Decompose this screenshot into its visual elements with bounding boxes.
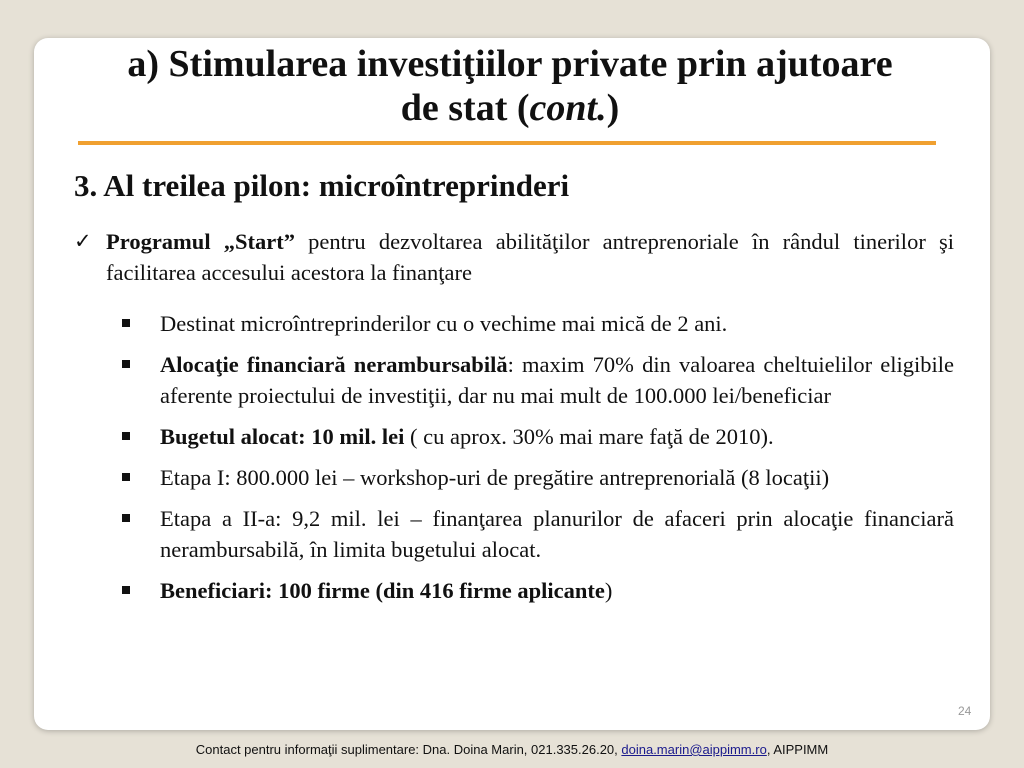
- check-item-rest: pentru dezvoltarea abilităţilor antreprenoriale în rândul tinerilor şi facilitarea accesului acestora la finanţare: [106, 229, 954, 285]
- slide-number: 24: [958, 704, 972, 718]
- check-item-bold: Programul „Start”: [106, 229, 295, 254]
- bullet-text: Etapa I: 800.000 lei – workshop-uri de pregătire antreprenorială (8 locaţii): [160, 465, 830, 490]
- section-heading: 3. Al treilea pilon: microîntreprinderi: [74, 168, 570, 203]
- footer-text-pre: Contact pentru informaţii suplimentare: Dna. Doina Marin, 021.335.26.20,: [195, 742, 622, 757]
- check-item-text: [106, 226, 954, 288]
- title-line-2-italic: cont.: [529, 87, 607, 129]
- bullet-bold: Bugetul alocat: 10 mil. lei: [160, 424, 405, 449]
- bullet-text: Destinat microîntreprinderilor cu o vechime mai mică de 2 ani.: [160, 311, 728, 336]
- square-bullet-icon: [122, 514, 130, 522]
- title-line-2: [60, 86, 960, 130]
- list-item: [120, 503, 954, 565]
- bullet-text: Etapa a II-a: 9,2 mil. lei – finanţarea planurilor de afaceri prin alocaţie financiară nerambursabilă, în limita bugetului alocat.: [160, 506, 954, 562]
- title-line-2-post: ): [606, 87, 620, 129]
- list-item: [120, 462, 954, 493]
- list-item: [120, 349, 954, 411]
- slide-title: [60, 42, 960, 130]
- footer-text-post: , AIPPIMM: [766, 742, 829, 757]
- list-item: [120, 575, 954, 606]
- square-bullet-icon: [122, 432, 130, 440]
- list-item: [120, 421, 954, 452]
- square-bullet-icon: [122, 360, 130, 368]
- title-line-1: a) Stimularea investiţiilor private prin ajutoare: [127, 43, 893, 85]
- bullet-bold: Alocaţie financiară nerambursabilă: [160, 352, 508, 377]
- bullet-text: ( cu aprox. 30% mai mare faţă de 2010).: [404, 424, 774, 449]
- bullet-text: : maxim 70% din valoarea cheltuielilor eligibile aferente proiectului de investiţii, dar nu mai mult de 100.000 lei/beneficiar: [160, 352, 954, 408]
- check-list-item: [74, 226, 954, 288]
- square-bullet-icon: [122, 586, 130, 594]
- square-bullet-icon: [122, 473, 130, 481]
- title-divider: [78, 141, 936, 145]
- bullet-list: [120, 308, 954, 616]
- checkmark-icon: ✓: [74, 229, 92, 253]
- bullet-text: ): [604, 578, 613, 603]
- email-link[interactable]: doina.marin@aippimm.ro: [621, 742, 767, 757]
- bullet-bold: Beneficiari: 100 firme (din 416 firme aplicante: [160, 578, 605, 603]
- square-bullet-icon: [122, 319, 130, 327]
- list-item: [120, 308, 954, 339]
- title-line-2-pre: de stat (: [400, 87, 530, 129]
- footer-contact: [0, 742, 1024, 757]
